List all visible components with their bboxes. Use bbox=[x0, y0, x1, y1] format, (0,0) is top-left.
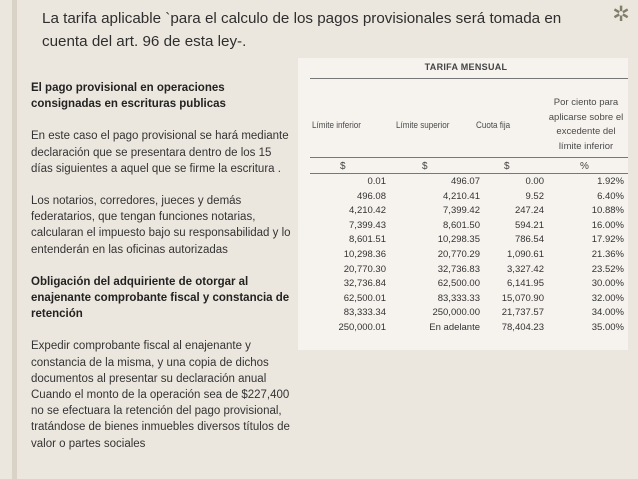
header-porciento: Por ciento para aplicarse sobre el excedente del límite inferior bbox=[548, 97, 624, 152]
table-cell: 15,070.90 bbox=[501, 292, 544, 304]
unit-col2: $ bbox=[422, 161, 428, 172]
table-cell: 34.00% bbox=[591, 307, 624, 319]
table-cell: 1,090.61 bbox=[507, 248, 544, 260]
star-x-icon: ✲ bbox=[612, 2, 630, 26]
slide-heading: La tarifa aplicable `para el calculo de los pagos provisionales será tomada en cuenta del art. 96 de esta ley-. bbox=[42, 10, 562, 50]
paragraph-notarios: Los notarios, corredores, jueces y demás federatarios, que tengan funciones notarias, calcularan el impuesto bajo su responsabilidad y lo entenderán en las oficinas autorizadas bbox=[31, 195, 291, 256]
table-cell: 20,770.30 bbox=[343, 263, 386, 275]
table-cell: 32,736.83 bbox=[437, 263, 480, 275]
table-cell: 21.36% bbox=[591, 248, 624, 260]
header-limite-superior: Límite superior bbox=[396, 120, 450, 131]
table-cell: 9.52 bbox=[525, 190, 544, 202]
table-top-rule bbox=[310, 78, 628, 79]
left-accent-bar bbox=[12, 0, 17, 479]
table-row bbox=[298, 264, 628, 279]
table-cell: 32.00% bbox=[591, 292, 624, 304]
table-cell: 594.21 bbox=[514, 219, 544, 231]
table-cell: 3,327.42 bbox=[507, 263, 544, 275]
table-cell: 20,770.29 bbox=[437, 248, 480, 260]
unit-col4: % bbox=[580, 161, 589, 172]
table-cell: 250,000.01 bbox=[338, 321, 386, 333]
table-cell: 6.40% bbox=[597, 190, 624, 202]
header-limite-inferior: Límite inferior bbox=[312, 120, 361, 131]
table-row bbox=[298, 278, 628, 293]
table-row bbox=[298, 307, 628, 322]
table-cell: 496.07 bbox=[450, 176, 480, 187]
table-cell: 17.92% bbox=[591, 234, 624, 246]
header-cuota-fija: Cuota fija bbox=[476, 120, 511, 131]
table-cell: 786.54 bbox=[514, 234, 544, 246]
paragraph-comprobante: Expedir comprobante fiscal al enajenante y constancia de la misma, y una copia de dichos documentos al presentar su declaración anual Cuando el monto de la operación sea de $227,400 no se efectuara la retención del pago provisional, tratándose de bienes inmuebles diversos títulos de valor o partes sociales bbox=[31, 340, 290, 450]
table-cell: 250,000.00 bbox=[432, 307, 480, 319]
unit-col3: $ bbox=[504, 161, 510, 172]
left-text-column bbox=[31, 80, 295, 452]
table-cell: 16.00% bbox=[591, 219, 624, 231]
header-bottom-rule bbox=[310, 157, 628, 158]
table-cell: 10,298.35 bbox=[437, 234, 480, 246]
table-cell: 62,500.01 bbox=[343, 292, 386, 304]
table-cell: 7,399.43 bbox=[349, 219, 386, 231]
table-cell: 35.00% bbox=[591, 321, 624, 333]
table-cell: 1.92% bbox=[597, 176, 624, 187]
table-row bbox=[298, 191, 628, 206]
table-cell: 10.88% bbox=[591, 205, 624, 217]
table-cell: 496.08 bbox=[356, 190, 386, 202]
table-cell: 21,737.57 bbox=[501, 307, 544, 319]
table-cell: 4,210.42 bbox=[349, 205, 386, 217]
table-row bbox=[298, 322, 628, 337]
table-cell: 247.24 bbox=[514, 205, 544, 217]
table-cell: 83,333.34 bbox=[343, 307, 386, 319]
table-cell: 0.00 bbox=[525, 176, 544, 187]
section-title-obligacion: Obligación del adquiriente de otorgar al enajenante comprobante fiscal y constancia de retención bbox=[31, 275, 290, 321]
table-cell: 83,333.33 bbox=[437, 292, 480, 304]
table-cell: 78,404.23 bbox=[501, 321, 544, 333]
table-cell: 62,500.00 bbox=[437, 278, 480, 290]
tarifa-mensual-table bbox=[298, 58, 628, 350]
table-body bbox=[298, 176, 628, 337]
table-title: TARIFA MENSUAL bbox=[424, 62, 508, 72]
table-row bbox=[298, 205, 628, 220]
unit-col1: $ bbox=[340, 161, 346, 172]
table-cell: 8,601.50 bbox=[443, 219, 480, 231]
table-cell: 7,399.42 bbox=[443, 205, 480, 217]
table-row bbox=[298, 234, 628, 249]
table-cell: 8,601.51 bbox=[349, 234, 386, 246]
table-cell: En adelante bbox=[429, 321, 480, 333]
table-cell: 32,736.84 bbox=[343, 278, 386, 290]
paragraph-declaracion: En este caso el pago provisional se hará mediante declaración que se presentara dentro de los 15 días siguientes a aquel que se firme la escritura . bbox=[31, 130, 289, 175]
units-bottom-rule bbox=[310, 173, 628, 174]
table-row bbox=[298, 249, 628, 264]
table-cell: 0.01 bbox=[367, 176, 386, 187]
table-row bbox=[298, 293, 628, 308]
section-title-pago-provisional: El pago provisional en operaciones consignadas en escrituras publicas bbox=[31, 82, 226, 111]
table-cell: 10,298.36 bbox=[343, 248, 386, 260]
table-cell: 4,210.41 bbox=[443, 190, 480, 202]
table-row bbox=[298, 176, 628, 191]
table-cell: 30.00% bbox=[591, 278, 624, 290]
table-cell: 23.52% bbox=[591, 263, 624, 275]
table-cell: 6,141.95 bbox=[507, 278, 544, 290]
table-row bbox=[298, 220, 628, 235]
